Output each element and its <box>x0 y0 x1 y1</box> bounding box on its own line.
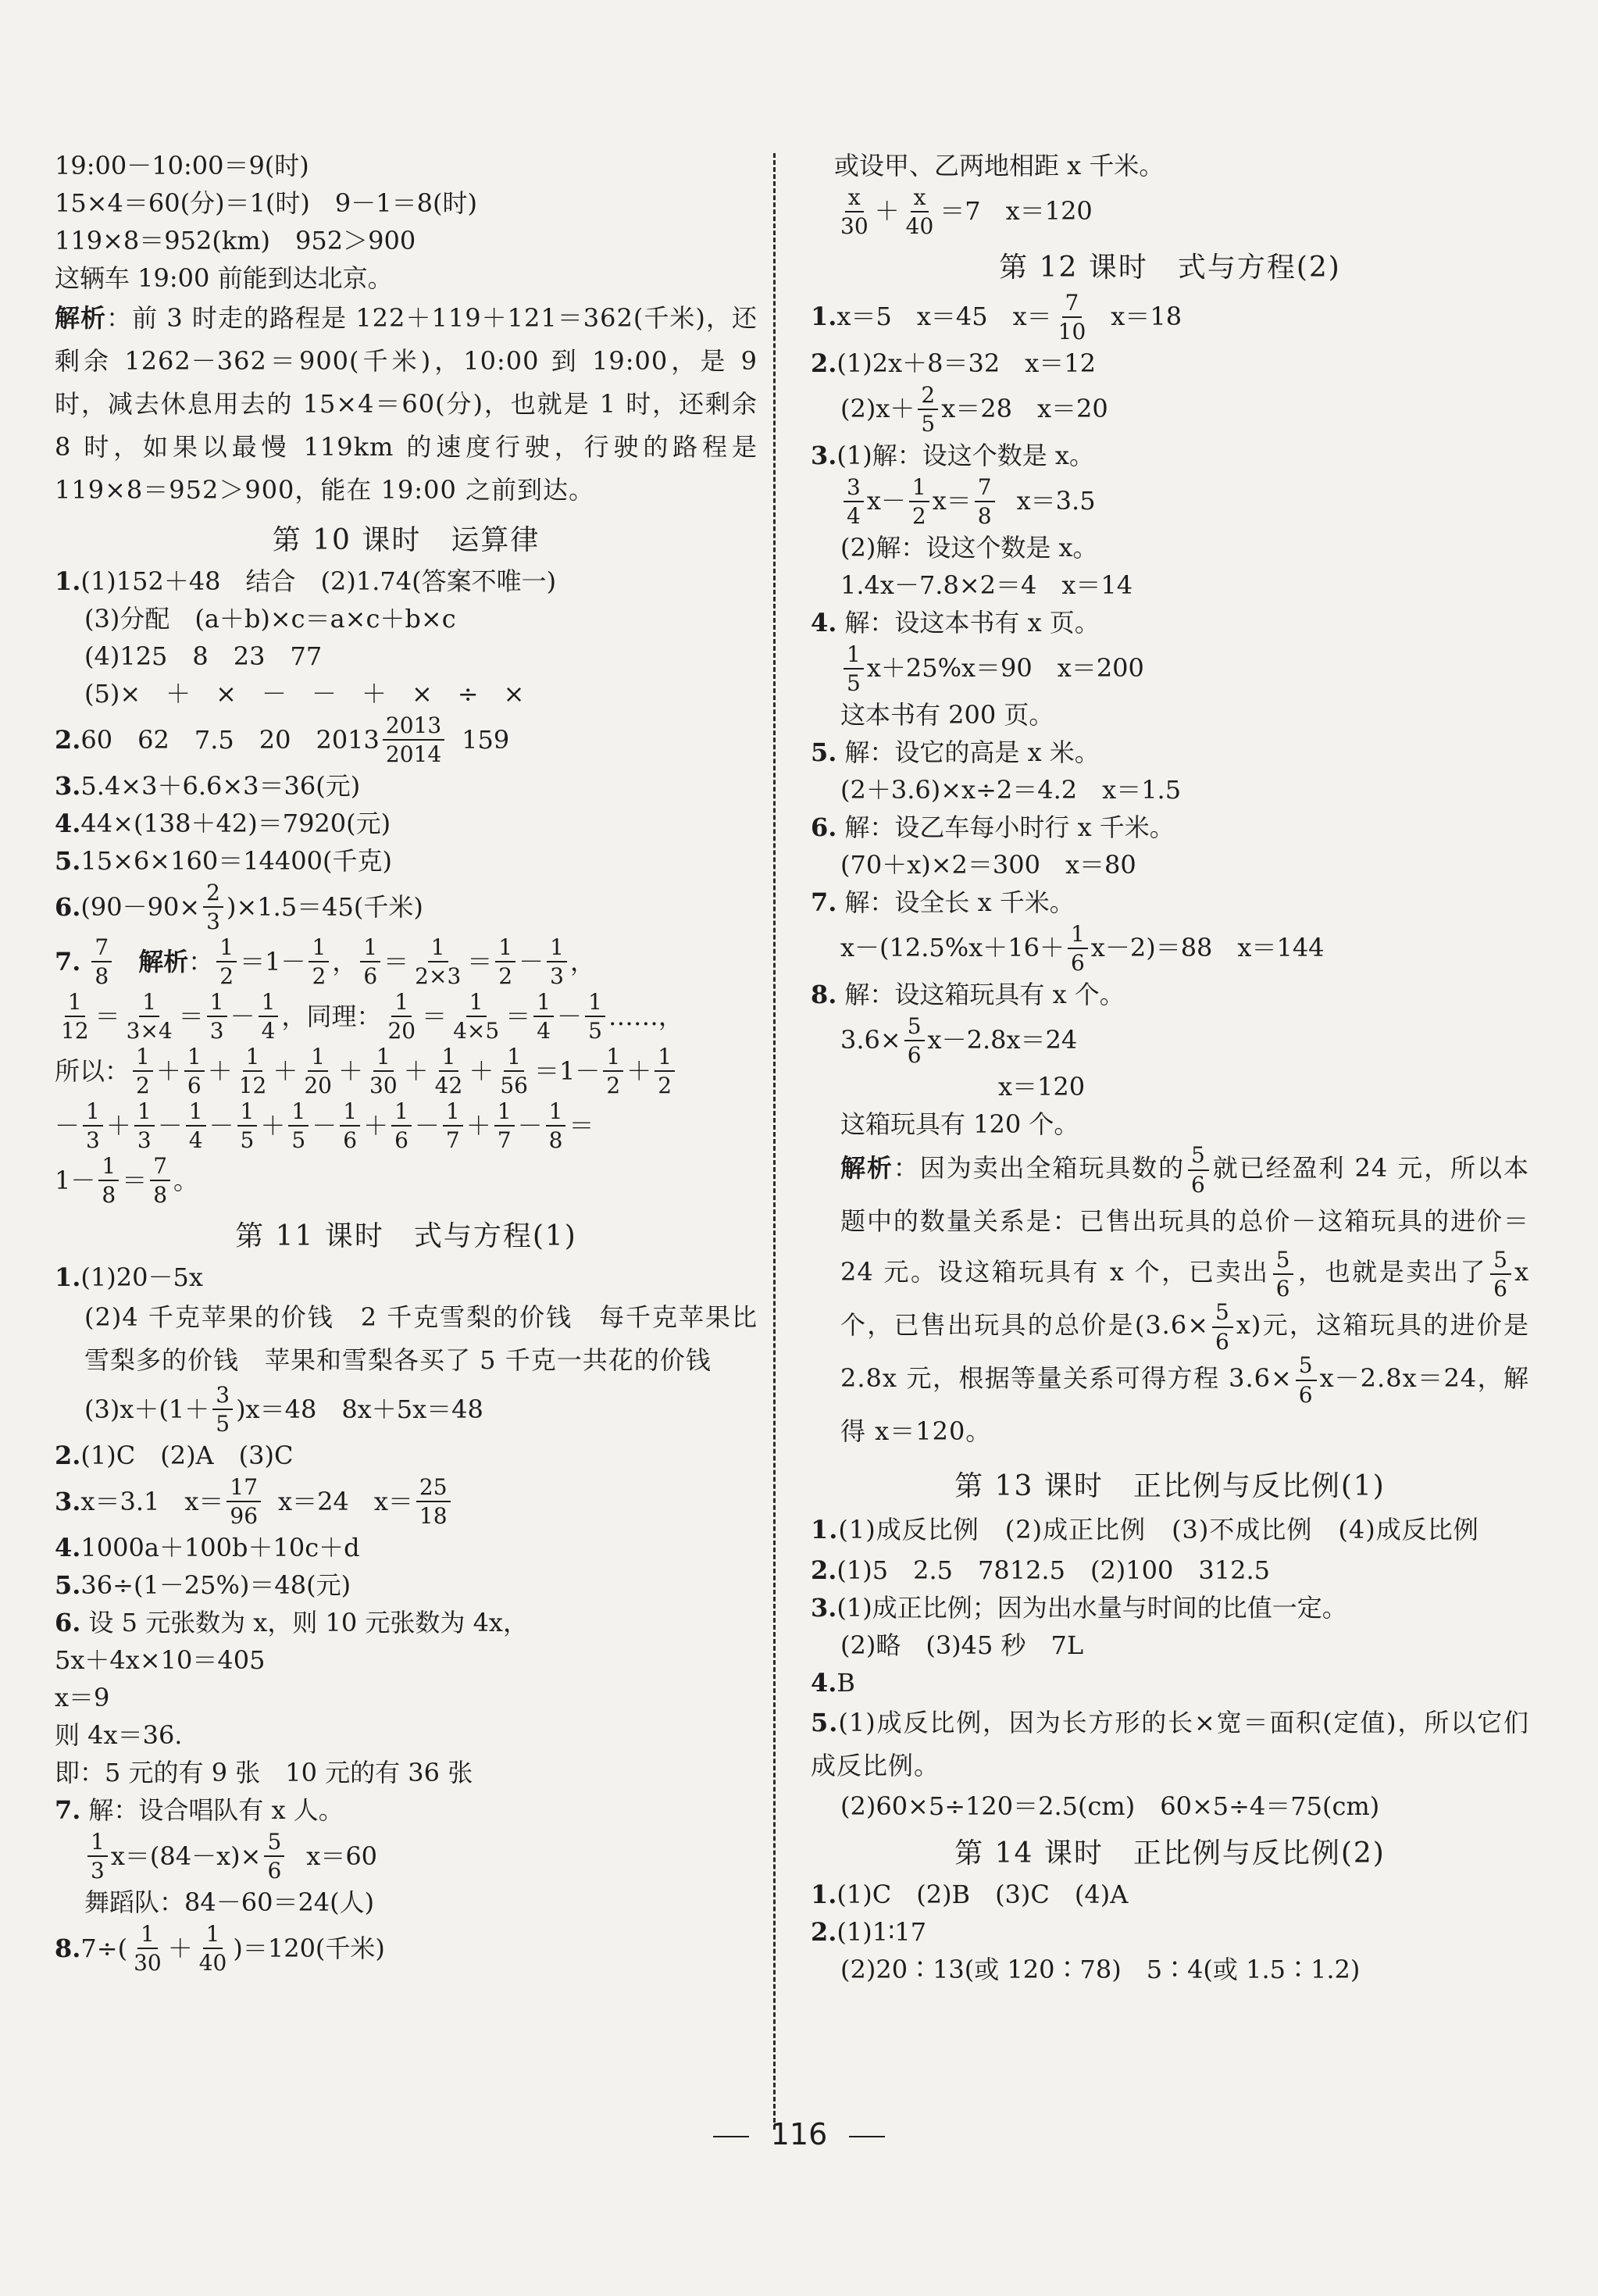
item-1-line: (2)4 千克苹果的价钱 2 千克雪梨的价钱 每千克苹果比雪梨多的价钱 苹果和雪梨各买了 5 千克一共花的价钱 <box>84 1302 758 1376</box>
item-8-line: 3.6× $\frac{5}{6}$ x－2.8x＝24 <box>840 1012 1078 1068</box>
item-2: 2. 60 62 7.5 20 2013 $\frac{2013}{2014}$ 159 <box>55 712 510 768</box>
item-6-line: 即：5 元的有 9 张 10 元的有 36 张 <box>55 1758 473 1788</box>
item-1: 1. x＝5 x＝45 x＝ $\frac{7}{10}$ x＝18 <box>811 289 1182 345</box>
item-3-line: (2)解：设这个数是 x。 <box>840 533 1098 562</box>
item-5: 5.15×6×160＝14400(千克) <box>55 846 392 877</box>
fraction: $\frac{2013}{2014}$ <box>383 714 444 766</box>
item-2-line: (2)20∶13(或 120∶78) 5∶4(或 1.5∶1.2) <box>840 1954 1361 1984</box>
item-2: 2.(1)5 2.5 7812.5 (2)100 312.5 <box>811 1555 1270 1585</box>
item-7-line: $\frac{1}{3}$ x＝(84－x)× $\frac{5}{6}$ x＝60 <box>55 1829 758 1884</box>
item-7: 7. $\frac{7}{8}$ 解析 ： $\frac{1}{2}$ ＝ 1 － $\frac{1}{2}$ ， $\frac{1}{6}$ ＝ $\frac{1}{2\times 3}$ ＝ $\frac{1}{2}$ － $\frac{1}{3}$ ， <box>55 934 595 990</box>
item-7-line: $\frac{1}{12}$ ＝ $\frac{1}{3\times 4}$ ＝ $\frac{1}{3}$ － $\frac{1}{4}$ ，同理： $\frac{1}{20}$ ＝ $\frac{1}{4\times 5}$ ＝ $\frac{1}{4}$ － $\frac{1}{5}$ ……， <box>61 988 683 1044</box>
item-7-line: － $\frac{1}{3}$ ＋ $\frac{1}{3}$ － $\frac{1}{4}$ － $\frac{1}{5}$ ＋ $\frac{1}{5}$ － $\frac{1}{6}$ ＋ $\frac{1}{6}$ － $\frac{1}{7}$ ＋ $\frac{1}{7}$ － $\frac{1}{8}$ ＝ <box>55 1098 594 1154</box>
item-4-line: 这本书有 200 页。 <box>840 700 1054 730</box>
item-2: 2.(1)1∶17 <box>811 1916 927 1947</box>
item-7-line: 1－ $\frac{1}{8}$ ＝ $\frac{7}{8}$ 。 <box>55 1152 199 1209</box>
item-1-line: (5)× ＋ × － － ＋ × ÷ × <box>84 679 525 709</box>
item-3-line: $\frac{3}{4}$ x－ $\frac{1}{2}$ x＝ $\frac{7}{8}$ x＝3.5 <box>811 474 1529 529</box>
section-heading-11: 第 11 课时 式与方程(1) <box>235 1220 577 1253</box>
fraction: $\frac{2}{3}$ <box>203 881 223 934</box>
text-line: 119×8＝952(km) 952＞900 <box>55 226 416 255</box>
item-4: 4. 解：设这本书有 x 页。 <box>811 608 1100 637</box>
text-line: 19:00－10:00＝9(时) <box>55 151 309 180</box>
item-1: 1.(1)20－5x <box>55 1262 203 1293</box>
item-4-line: $\frac{1}{5}$ x＋25%x＝90 x＝200 <box>811 641 1529 696</box>
item-3-line: 1.4x－7.8×2＝4 x＝14 <box>840 570 1133 600</box>
item-4: 4.44×(138＋42)＝7920(元) <box>55 809 391 839</box>
item-5: 5.36÷(1－25%)＝48(元) <box>55 1570 351 1601</box>
item-6-line: 则 4x＝36. <box>55 1720 183 1751</box>
item-8: 8. 7÷( $\frac{1}{30}$ ＋ $\frac{1}{40}$ )＝120(千米) <box>55 1920 385 1976</box>
page-number: 116 <box>0 2117 1598 2151</box>
item-1-line: (3)分配 (a＋b)×c＝a×c＋b×c <box>84 604 456 634</box>
item-2: 2.(1)C (2)A (3)C <box>55 1441 294 1471</box>
item-6: 6. 解：设乙车每小时行 x 千米。 <box>811 812 1175 842</box>
item-5: 5.(1)成反比例，因为长方形的长×宽＝面积(定值)，所以它们成反比例。 <box>811 1707 1529 1780</box>
item-3: 3. x＝3.1 x＝ $\frac{17}{96}$ x＝24 x＝ $\frac{25}{18}$ <box>55 1474 758 1529</box>
item-6-line: 5x＋4x×10＝405 <box>55 1645 266 1676</box>
item-2: 2.(1)2x＋8＝32 x＝12 <box>811 348 1096 378</box>
item-5-line: (2)60×5÷120＝2.5(cm) 60×5÷4＝75(cm) <box>840 1791 1380 1821</box>
item-8-line: x＝120 <box>998 1072 1086 1102</box>
item-8: 8. 解：设这箱玩具有 x 个。 <box>811 980 1125 1009</box>
item-1: 1.(1)成反比例 (2)成正比例 (3)不成比例 (4)成反比例 <box>811 1514 1479 1544</box>
text-line: $\frac{x}{30}$ ＋ $\frac{x}{40}$ ＝7 x＝120 <box>840 184 1093 239</box>
item-6-line: x＝9 <box>55 1683 110 1713</box>
dash-right <box>849 2136 885 2137</box>
analysis-label: 解析 <box>55 303 107 333</box>
left-column <box>55 147 758 1976</box>
column-divider <box>773 153 776 2130</box>
text-line: 或设甲、乙两地相距 x 千米。 <box>834 151 1165 180</box>
analysis-paragraph <box>55 297 758 512</box>
section-heading-14: 第 14 课时 正比例与反比例(2) <box>954 1837 1386 1869</box>
item-4: 4.1000a＋100b＋10c＋d <box>55 1533 360 1563</box>
item-8-line: 这箱玩具有 120 个。 <box>840 1109 1079 1139</box>
item-7: 7. 解：设全长 x 千米。 <box>811 887 1075 917</box>
section-heading-10: 第 10 课时 运算律 <box>272 524 540 557</box>
text-line: 这辆车 19:00 前能到达北京。 <box>55 263 393 293</box>
item-6: 6. (90－90× $\frac{2}{3}$ )×1.5＝45(千米) <box>55 879 423 935</box>
item-1: 1.(1)152＋48 结合 (2)1.74(答案不唯一) <box>55 566 557 597</box>
item-1-line: (4)125 8 23 77 <box>84 641 323 672</box>
text-line: 15×4＝60(分)＝1(时) 9－1＝8(时) <box>55 188 477 218</box>
dash-left <box>713 2136 749 2137</box>
item-1: 1.(1)C (2)B (3)C (4)A <box>811 1879 1129 1909</box>
item-2-line: (2)x＋ $\frac{2}{5}$ x＝28 x＝20 <box>840 381 1108 437</box>
item-3-line: (2)略 (3)45 秒 7L <box>840 1630 1084 1660</box>
item-5-line: (2＋3.6)×x÷2＝4.2 x＝1.5 <box>840 775 1182 805</box>
section-heading-12: 第 12 课时 式与方程(2) <box>999 252 1341 284</box>
item-3: 3.(1)成正比例；因为出水量与时间的比值一定。 <box>811 1592 1347 1623</box>
item-5: 5. 解：设它的高是 x 米。 <box>811 737 1100 767</box>
item-4: 4.B <box>811 1667 855 1698</box>
analysis-paragraph: 解析：因为卖出全箱玩具数的 $\frac{5}{6}$ 就已经盈利 24 元，所以本题中的数量关系是：已售出玩具的总价－这箱玩具的进价＝24 元。设这箱玩具有 x 个，已卖出 $\frac{5}{6}$ ，也就是卖出了 $\frac{5}{6}$ x 个，已售出玩具的总价是(3.6× $\frac{5}{6}$ x)元，这箱玩具的进价是 2.8x 元，根据等量关系可得方程 3.6× $\frac{5}{6}$ x－2.8x＝24，解得 x＝120。 <box>840 1142 1529 1447</box>
item-6: 6. 设 5 元张数为 x，则 10 元张数为 4x， <box>55 1608 528 1638</box>
item-7: 7. 解：设合唱队有 x 人。 <box>55 1795 344 1826</box>
item-3: 3.(1)解：设这个数是 x。 <box>811 441 1094 470</box>
item-6-line: (70＋x)×2＝300 x＝80 <box>840 850 1136 880</box>
item-3: 3.5.4×3＋6.6×3＝36(元) <box>55 771 361 802</box>
item-7-line: x－(12.5%x＋16＋ $\frac{1}{6}$ x－2)＝88 x＝144 <box>840 920 1325 976</box>
item-7-line: 舞蹈队：84－60＝24(人) <box>84 1887 375 1918</box>
analysis-text: ：前 3 时走的路程是 122＋119＋121＝362(千米)，还剩余 1262－362＝900(千米)，10:00 到 19:00，是 9 时，减去休息用去的 15×4＝60(分)，也就是 1 时，还剩余 8 时，如果以最慢 119km 的速度行驶，行驶的路程是 119×8＝952＞900，能在 19:00 之前到达。 <box>55 303 758 505</box>
section-heading-13: 第 13 课时 正比例与反比例(1) <box>954 1469 1386 1502</box>
right-column <box>811 147 1529 1988</box>
item-7-line: 所以： $\frac{1}{2}$ ＋ $\frac{1}{6}$ ＋ $\frac{1}{12}$ ＋ $\frac{1}{20}$ ＋ $\frac{1}{30}$ ＋ $\frac{1}{42}$ ＋ $\frac{1}{56}$ ＝ 1 － $\frac{1}{2}$ ＋ $\frac{1}{2}$ <box>55 1044 758 1098</box>
item-1-line: (3)x＋(1＋ $\frac{3}{5}$ )x＝48 8x＋5x＝48 <box>84 1381 483 1437</box>
